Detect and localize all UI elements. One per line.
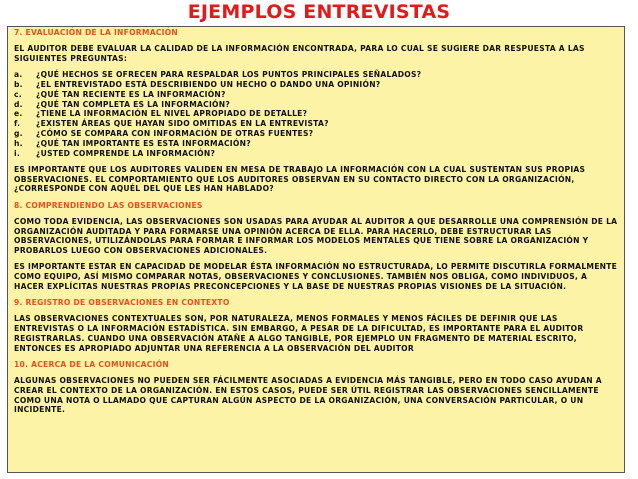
item-letter: c. (14, 89, 22, 99)
section-paragraph: ES IMPORTANTE QUE LOS AUDITORES VALIDEN EN MESA DE TRABAJO LA INFORMACIÓN CON LA CUAL SUSTENTAN SUS PROPIAS OBSERVACIONES. EL COMPORTAMIENTO QUE LOS AUDITORES OBSERVAN EN SU CONTACTO DIRECTO CON LA ORGANIZACIÓN, ¿CORRESPONDE CON AQUÉL DEL QUE LES HAN HABLADO? (14, 164, 586, 194)
question-item (14, 119, 618, 129)
section-heading: 10. ACERCA DE LA COMUNICACIÓN (14, 359, 170, 369)
item-text: ¿EXISTEN ÁREAS QUE HAYAN SIDO OMITIDAS EN LA ENTREVISTA? (36, 119, 329, 129)
question-item (14, 100, 618, 110)
section-heading: 8. COMPRENDIENDO LAS OBSERVACIONES (14, 200, 203, 210)
item-letter: g. (14, 128, 23, 138)
item-text: ¿QUÉ HECHOS SE OFRECEN PARA RESPALDAR LOS PUNTOS PRINCIPALES SEÑALADOS? (36, 70, 422, 80)
page-title: EJEMPLOS ENTREVISTAS (187, 1, 451, 23)
section-heading: 7. EVALUACIÓN DE LA INFORMACIÓN (14, 28, 179, 37)
section-paragraph: LAS OBSERVACIONES CONTEXTUALES SON, POR NATURALEZA, MENOS FORMALES Y MENOS FÁCILES DE DEFINIR QUE LAS ENTREVISTAS O LA INFORMACIÓN ESTADÍSTICA. SIN EMBARGO, A PESAR DE LA DIFICULTAD, ES IMPORTANTE PARA EL AUDITOR REGISTRARLAS. CUANDO UNA OBSERVACIÓN ATAÑE A ALGO TANGIBLE, POR EJEMPLO UN FRAGMENTO DE MATERIAL ESCRITO, ENTONCES ES APROPIADO ADJUNTAR UNA REFERENCIA A LA OBSERVACIÓN DEL AUDITOR (14, 314, 584, 353)
section-paragraph: ES IMPORTANTE ESTAR EN CAPACIDAD DE MODELAR ÉSTA INFORMACIÓN NO ESTRUCTURADA, LO PERMITE DISCUTIRLA FORMALMENTE COMO EQUIPO, ASÍ MISMO COMPARAR NOTAS, OBSERVACIONES Y CONCLUSIONES. TAMBIÉN NOS OBLIGA, COMO INDIVIDUOS, A HACER EXPLÍCITAS NUESTRAS PROPIAS PRECONCEPCIONES Y LA BASE DE NUESTRAS PROPIAS VISIONES DE LA SITUACIÓN. (14, 262, 618, 291)
question-item (14, 129, 618, 139)
item-text: ¿CÓMO SE COMPARA CON INFORMACIÓN DE OTRAS FUENTES? (36, 128, 314, 138)
section-intro: EL AUDITOR DEBE EVALUAR LA CALIDAD DE LA INFORMACIÓN ENCONTRADA, PARA LO CUAL SE SUGIERE DAR RESPUESTA A LAS SIGUIENTES PREGUNTAS: (14, 44, 585, 63)
question-item (14, 109, 618, 119)
item-letter: e. (14, 109, 23, 119)
content-panel (7, 26, 625, 473)
section-paragraph: ALGUNAS OBSERVACIONES NO PUEDEN SER FÁCILMENTE ASOCIADAS A EVIDENCIA MÁS TANGIBLE, PERO EN TODO CASO AYUDAN A CREAR EL CONTEXTO DE LA ORGANIZACIÓN. EN ESTOS CASOS, PUEDE SER ÚTIL REGISTRAR LAS OBSERVACIONES SENCILLAMENTE COMO UNA NOTA O LLAMADO QUE CAPTURAN ALGÚN ASPECTO DE LA ORGANIZACIÓN, UNA CONVERSACIÓN PARTICULAR, O UN INCIDENTE. (14, 376, 602, 415)
item-letter: b. (14, 79, 23, 89)
question-item (14, 139, 618, 149)
document-body (14, 28, 618, 415)
question-item (14, 149, 618, 159)
item-letter: f. (14, 119, 21, 129)
question-item (14, 80, 618, 90)
item-text: ¿QUÉ TAN IMPORTANTE ES ESTA INFORMACIÓN? (36, 138, 251, 148)
item-letter: a. (14, 70, 23, 80)
section-paragraph: COMO TODA EVIDENCIA, LAS OBSERVACIONES SON USADAS PARA AYUDAR AL AUDITOR A QUE DESARROLLE UNA COMPRENSIÓN DE LA ORGANIZACIÓN AUDITADA Y PARA FORMARSE UNA OPINIÓN ACERCA DE ELLA. PARA HACERLO, DEBE ESTRUCTURAR LAS OBSERVACIONES, UTILIZÁNDOLAS PARA FORMAR E INFORMAR LOS MODELOS MENTALES QUE TIENE SOBRE LA ORGANIZACIÓN Y PROBARLOS LUEGO CON OBSERVACIONES ADICIONALES. (14, 216, 618, 256)
item-letter: h. (14, 138, 23, 148)
question-item (14, 70, 618, 80)
item-text: ¿USTED COMPRENDE LA INFORMACIÓN? (36, 148, 216, 158)
item-text: ¿QUÉ TAN RECIENTE ES LA INFORMACIÓN? (36, 89, 226, 99)
item-letter: i. (14, 148, 20, 158)
item-letter: d. (14, 99, 23, 109)
item-text: ¿EL ENTREVISTADO ESTÁ DESCRIBIENDO UN HECHO O DANDO UNA OPINIÓN? (36, 79, 381, 89)
item-text: ¿TIENE LA INFORMACIÓN EL NIVEL APROPIADO DE DETALLE? (36, 109, 308, 119)
question-item (14, 90, 618, 100)
item-text: ¿QUÉ TAN COMPLETA ES LA INFORMACIÓN? (36, 99, 230, 109)
section-heading: 9. REGISTRO DE OBSERVACIONES EN CONTEXTO (14, 298, 230, 308)
